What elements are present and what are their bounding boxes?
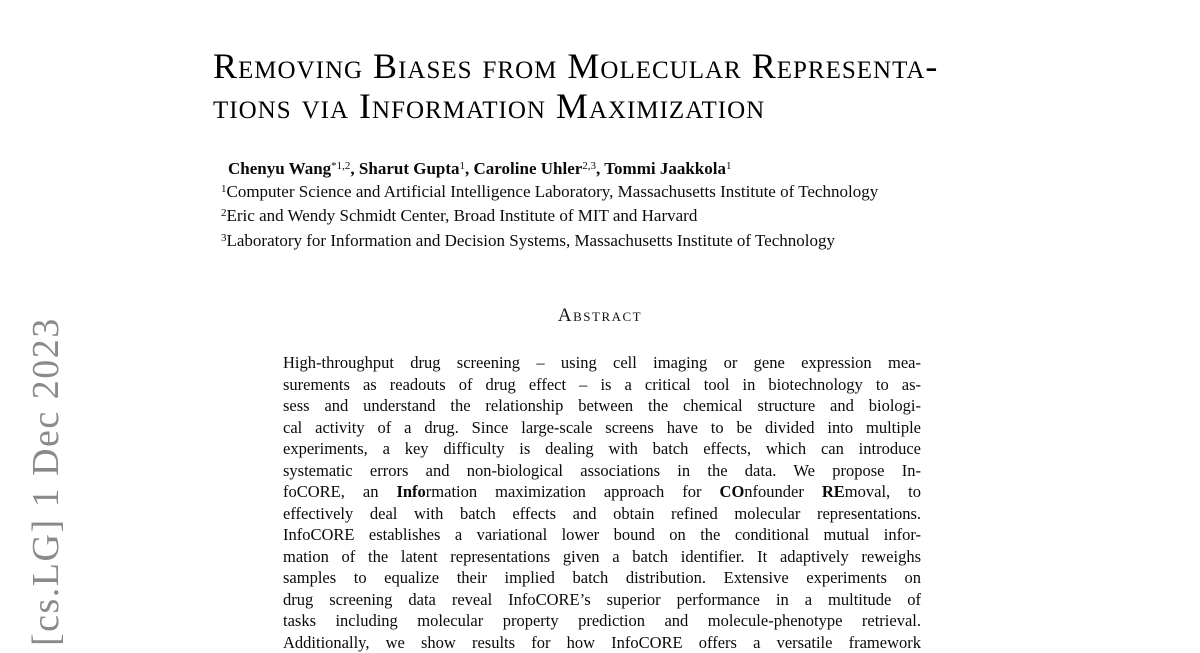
text-segment: High-throughput drug screening – using cell imaging or gene expression mea- — [283, 353, 921, 372]
text-segment: Sharut Gupta — [359, 159, 460, 178]
title-line-2: tions via Information Maximization — [213, 86, 1073, 126]
text-segment: Laboratory for Information and Decision Systems, Massachusetts Institute of Technology — [227, 231, 835, 250]
text-segment: , — [596, 159, 604, 178]
abstract-line — [283, 503, 921, 525]
text-segment: Chenyu Wang — [228, 159, 331, 178]
abstract-line — [283, 632, 921, 653]
author-list — [228, 158, 731, 182]
text-segment: foCORE, an — [283, 482, 396, 501]
text-segment: CO — [720, 482, 745, 501]
paper-title — [213, 46, 1073, 126]
superscript: *1,2 — [331, 160, 350, 172]
abstract-heading: Abstract — [0, 305, 1200, 327]
text-segment: Additionally, we show results for how InfoCORE offers a versatile framework — [283, 633, 921, 652]
text-segment: systematic errors and non-biological associations in the data. We propose In- — [283, 461, 921, 480]
text-segment: surements as readouts of drug effect – is a critical tool in biotechnology to as- — [283, 375, 921, 394]
arxiv-category-date-stamp: [cs.LG] 1 Dec 2023 — [24, 317, 68, 646]
superscript: 2,3 — [582, 160, 596, 172]
text-segment: sess and understand the relationship between the chemical structure and biologi- — [283, 396, 921, 415]
superscript: 2 — [221, 207, 227, 219]
superscript: 1 — [726, 160, 732, 172]
text-segment: nfounder — [744, 482, 822, 501]
abstract-line — [283, 524, 921, 546]
abstract-line — [283, 352, 921, 374]
text-segment: mation of the latent representations given a batch identifier. It adaptively reweighs — [283, 547, 921, 566]
text-segment: tasks including molecular property prediction and molecule-phenotype retrieval. — [283, 611, 921, 630]
abstract-line — [283, 610, 921, 632]
text-segment: cal activity of a drug. Since large-scale screens have to be divided into multiple — [283, 418, 921, 437]
affiliation-list — [221, 181, 878, 254]
abstract-line — [283, 481, 921, 503]
text-segment: Eric and Wendy Schmidt Center, Broad Institute of MIT and Harvard — [227, 206, 698, 225]
text-segment: effectively deal with batch effects and obtain refined molecular representations. — [283, 504, 921, 523]
text-segment: , — [465, 159, 474, 178]
superscript: 1 — [460, 160, 466, 172]
text-segment: RE — [822, 482, 845, 501]
text-segment: moval, to — [845, 482, 921, 501]
title-line-1: Removing Biases from Molecular Representa- — [213, 46, 1073, 86]
abstract-line — [283, 438, 921, 460]
abstract-line — [283, 567, 921, 589]
text-segment: Caroline Uhler — [474, 159, 583, 178]
affiliation-line — [221, 205, 878, 229]
abstract-line — [283, 374, 921, 396]
abstract-body — [283, 352, 921, 653]
superscript: 3 — [221, 232, 227, 244]
text-segment: experiments, a key difficulty is dealing with batch effects, which can introduce — [283, 439, 921, 458]
superscript: 1 — [221, 183, 227, 195]
text-segment: , — [350, 159, 359, 178]
text-segment: Info — [396, 482, 425, 501]
abstract-line — [283, 460, 921, 482]
text-segment: Tommi Jaakkola — [604, 159, 726, 178]
text-segment: samples to equalize their implied batch distribution. Extensive experiments on — [283, 568, 921, 587]
abstract-line — [283, 417, 921, 439]
abstract-line — [283, 395, 921, 417]
affiliation-line — [221, 230, 878, 254]
text-segment: Computer Science and Artificial Intelligence Laboratory, Massachusetts Institute of Technology — [227, 182, 879, 201]
text-segment: rmation maximization approach for — [426, 482, 720, 501]
abstract-line — [283, 589, 921, 611]
text-segment: drug screening data reveal InfoCORE’s superior performance in a multitude of — [283, 590, 921, 609]
abstract-line — [283, 546, 921, 568]
affiliation-line — [221, 181, 878, 205]
text-segment: InfoCORE establishes a variational lower bound on the conditional mutual infor- — [283, 525, 921, 544]
